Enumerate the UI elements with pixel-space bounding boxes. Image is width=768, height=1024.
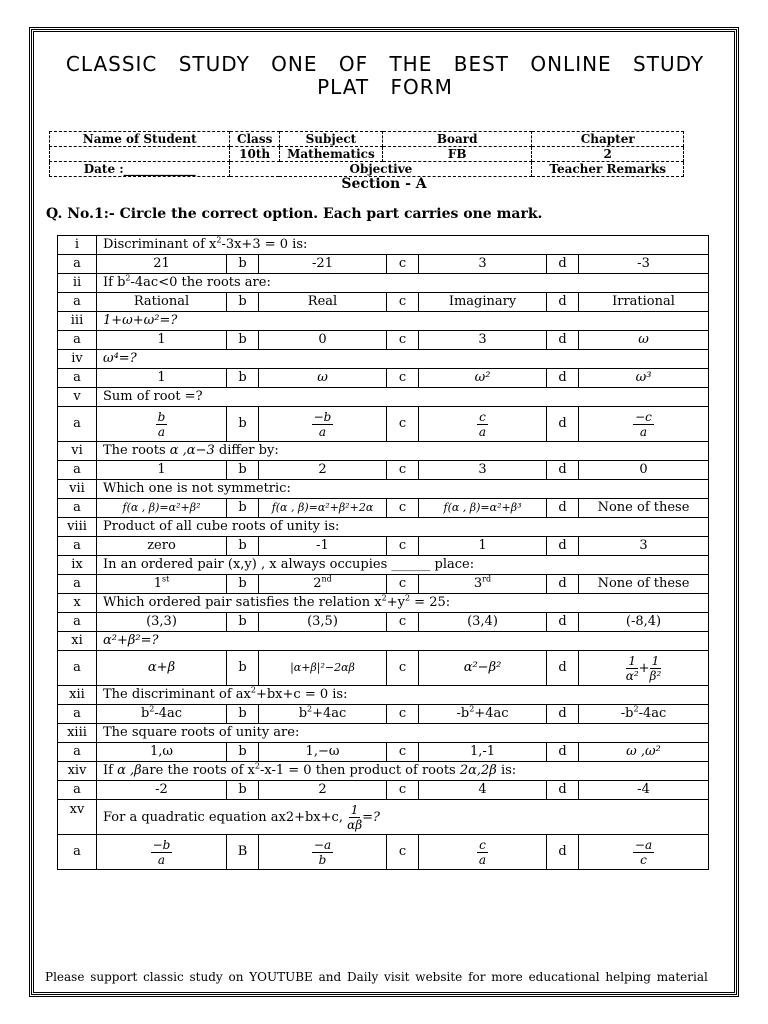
page-title: CLASSIC STUDY ONE OF THE BEST ONLINE STUDY PLAT FORM xyxy=(65,52,705,99)
option-letter-d: d xyxy=(547,461,579,480)
option-b[interactable]: 2nd xyxy=(259,575,387,594)
option-letter-c: c xyxy=(387,743,419,762)
fraction: $\frac{1}{\text{β²}}$ xyxy=(649,653,662,683)
option-c[interactable]: 1,-1 xyxy=(419,743,547,762)
option-b[interactable]: f(α , β)=α²+β²+2α xyxy=(259,499,387,518)
option-b[interactable]: 1,−ω xyxy=(259,743,387,762)
option-a[interactable]: α+β xyxy=(97,651,227,686)
question-row xyxy=(58,236,709,255)
option-letter-d: d xyxy=(547,613,579,632)
option-c[interactable]: Imaginary xyxy=(419,293,547,312)
option-letter-d: d xyxy=(547,575,579,594)
option-letter-a: a xyxy=(58,331,97,350)
question-text: The discriminant of $ax^2+bx+c = 0$ is: xyxy=(97,686,709,705)
option-c[interactable]: (3,4) xyxy=(419,613,547,632)
option-a[interactable]: -2 xyxy=(97,781,227,800)
option-a[interactable]: f(α , β)=α²+β² xyxy=(97,499,227,518)
option-c[interactable]: 3 xyxy=(419,461,547,480)
option-letter-b: b xyxy=(227,575,259,594)
question-row xyxy=(58,686,709,705)
option-letter-c: c xyxy=(387,255,419,274)
option-letter-a: a xyxy=(58,293,97,312)
option-letter-c: c xyxy=(387,613,419,632)
option-letter-a: a xyxy=(58,369,97,388)
fraction: $\frac{b}{a}$ xyxy=(157,409,166,439)
section-heading: Section - A xyxy=(341,176,427,192)
question-number: i xyxy=(58,236,97,255)
question-text: If $b^2-4ac<0$ the roots are: xyxy=(97,274,709,293)
option-b[interactable]: 2 xyxy=(259,461,387,480)
question-row xyxy=(58,350,709,369)
option-letter-a: a xyxy=(58,575,97,594)
question-text: If α ,βare the roots of $x^2-x-1 = 0$ then product of roots 2α,2β is: xyxy=(97,762,709,781)
question-row xyxy=(58,442,709,461)
option-letter-a: a xyxy=(58,705,97,724)
question-number: v xyxy=(58,388,97,407)
fraction: $\frac{-c}{a}$ xyxy=(635,409,652,439)
option-letter-b: b xyxy=(227,369,259,388)
option-a[interactable]: 21 xyxy=(97,255,227,274)
question-text: α²+β²=? xyxy=(97,632,709,651)
question-row xyxy=(58,762,709,781)
option-b[interactable]: 0 xyxy=(259,331,387,350)
fraction: $\frac{-b}{a}$ xyxy=(313,409,332,439)
question-number: vi xyxy=(58,442,97,461)
question-row xyxy=(58,724,709,743)
options-row xyxy=(58,705,709,724)
option-letter-d: d xyxy=(547,781,579,800)
option-letter-d: d xyxy=(547,743,579,762)
options-row xyxy=(58,369,709,388)
option-letter-c: c xyxy=(387,461,419,480)
option-a[interactable]: 1 xyxy=(97,331,227,350)
option-d[interactable]: -4 xyxy=(579,781,709,800)
question-row xyxy=(58,274,709,293)
option-b[interactable]: Real xyxy=(259,293,387,312)
question-row xyxy=(58,518,709,537)
question-number: x xyxy=(58,594,97,613)
option-letter-d: d xyxy=(547,255,579,274)
option-letter-c: c xyxy=(387,835,419,870)
option-letter-c: c xyxy=(387,407,419,442)
option-c[interactable] xyxy=(419,407,547,442)
option-letter-b: b xyxy=(227,743,259,762)
fraction: $\frac{-b}{a}$ xyxy=(152,837,171,867)
fraction: $\frac{1}{\alpha\beta}$ xyxy=(347,802,363,832)
option-letter-a: a xyxy=(58,255,97,274)
options-row xyxy=(58,407,709,442)
options-row xyxy=(58,651,709,686)
option-a[interactable] xyxy=(97,407,227,442)
question-row xyxy=(58,556,709,575)
option-letter-b: b xyxy=(227,499,259,518)
option-letter-d: d xyxy=(547,407,579,442)
option-d[interactable]: None of these xyxy=(579,575,709,594)
option-letter-d: d xyxy=(547,369,579,388)
student-info-table xyxy=(49,131,684,177)
option-d[interactable]: -3 xyxy=(579,255,709,274)
question-row xyxy=(58,388,709,407)
options-row xyxy=(58,613,709,632)
options-row xyxy=(58,575,709,594)
option-c[interactable]: 3rd xyxy=(419,575,547,594)
option-c[interactable]: 3 xyxy=(419,255,547,274)
option-c[interactable]: ω² xyxy=(419,369,547,388)
option-letter-a: a xyxy=(58,499,97,518)
option-c[interactable]: α²−β² xyxy=(419,651,547,686)
chapter-value: 2 xyxy=(532,147,684,162)
option-letter-a: a xyxy=(58,743,97,762)
objective-label: Objective xyxy=(230,162,532,177)
question-text: Which ordered pair satisfies the relation $x^2+y^2 = 25$: xyxy=(97,594,709,613)
question-text: Product of all cube roots of unity is: xyxy=(97,518,709,537)
question-number: xiii xyxy=(58,724,97,743)
option-letter-b: b xyxy=(227,331,259,350)
options-row xyxy=(58,835,709,870)
option-d[interactable]: ω³ xyxy=(579,369,709,388)
option-letter-c: c xyxy=(387,331,419,350)
option-letter-b: b xyxy=(227,537,259,556)
question-text: For a quadratic equation ax2+bx+c, $\frac{1}{\alpha\beta}$ =? xyxy=(97,800,709,835)
option-a[interactable] xyxy=(97,835,227,870)
option-a[interactable]: 1 xyxy=(97,369,227,388)
option-letter-c: c xyxy=(387,705,419,724)
board-value: FB xyxy=(382,147,531,162)
option-a[interactable]: 1st xyxy=(97,575,227,594)
question-text: The roots α ,α−3 differ by: xyxy=(97,442,709,461)
option-letter-c: c xyxy=(387,537,419,556)
option-c[interactable]: 1 xyxy=(419,537,547,556)
option-a[interactable]: zero xyxy=(97,537,227,556)
options-row xyxy=(58,781,709,800)
option-letter-d: d xyxy=(547,499,579,518)
fraction: $\frac{-a}{c}$ xyxy=(634,837,653,867)
option-letter-d: d xyxy=(547,651,579,686)
option-letter-a: a xyxy=(58,461,97,480)
header-chapter: Chapter xyxy=(532,132,684,147)
question-number: iv xyxy=(58,350,97,369)
option-letter-d: d xyxy=(547,705,579,724)
option-d[interactable]: $\frac{1}{\text{α²}}$ + $\frac{1}{\text{β²}}$ xyxy=(579,651,709,686)
question-text: The square roots of unity are: xyxy=(97,724,709,743)
question-text: In an ordered pair (x,y) , x always occupies ______ place: xyxy=(97,556,709,575)
option-b[interactable] xyxy=(259,407,387,442)
option-letter-b: b xyxy=(227,651,259,686)
fraction: $\frac{1}{\text{α²}}$ xyxy=(625,653,639,683)
question-number: xv xyxy=(58,800,97,835)
student-name-value[interactable] xyxy=(50,147,230,162)
option-letter-d: d xyxy=(547,331,579,350)
question-row xyxy=(58,800,709,835)
option-b[interactable]: (3,5) xyxy=(259,613,387,632)
option-letter-b: b xyxy=(227,407,259,442)
options-row xyxy=(58,293,709,312)
date-label: Date :____________ xyxy=(50,162,230,177)
option-letter-c: c xyxy=(387,781,419,800)
subject-value: Mathematics xyxy=(279,147,382,162)
option-letter-c: c xyxy=(387,575,419,594)
option-letter-d: d xyxy=(547,835,579,870)
option-c[interactable] xyxy=(419,835,547,870)
option-letter-a: a xyxy=(58,537,97,556)
question-number: ix xyxy=(58,556,97,575)
option-b[interactable]: -21 xyxy=(259,255,387,274)
question-heading: Q. No.1:- Circle the correct option. Each part carries one mark. xyxy=(46,206,543,222)
option-d[interactable]: (-8,4) xyxy=(579,613,709,632)
option-c[interactable]: $-b^2+4ac$ xyxy=(419,705,547,724)
option-letter-b: b xyxy=(227,293,259,312)
question-row xyxy=(58,632,709,651)
option-d[interactable]: 0 xyxy=(579,461,709,480)
option-d[interactable]: $-b^2-4ac$ xyxy=(579,705,709,724)
question-text: Which one is not symmetric: xyxy=(97,480,709,499)
option-c[interactable]: 4 xyxy=(419,781,547,800)
option-letter-c: c xyxy=(387,651,419,686)
option-a[interactable]: 1,ω xyxy=(97,743,227,762)
options-row xyxy=(58,743,709,762)
option-a[interactable]: Rational xyxy=(97,293,227,312)
option-a[interactable]: 1 xyxy=(97,461,227,480)
option-d[interactable] xyxy=(579,835,709,870)
question-text: Sum of root =? xyxy=(97,388,709,407)
option-d[interactable]: 3 xyxy=(579,537,709,556)
option-letter-d: d xyxy=(547,537,579,556)
question-number: xiv xyxy=(58,762,97,781)
option-d[interactable]: None of these xyxy=(579,499,709,518)
question-text: Discriminant of $x^2-3x+3 = 0$ is: xyxy=(97,236,709,255)
mcq-table xyxy=(57,235,709,870)
option-letter-b: B xyxy=(227,835,259,870)
options-row xyxy=(58,499,709,518)
option-b[interactable]: $b^2+4ac$ xyxy=(259,705,387,724)
option-letter-c: c xyxy=(387,499,419,518)
options-row xyxy=(58,461,709,480)
option-letter-b: b xyxy=(227,613,259,632)
question-text: ω⁴=? xyxy=(97,350,709,369)
option-b[interactable]: -1 xyxy=(259,537,387,556)
question-number: viii xyxy=(58,518,97,537)
option-letter-a: a xyxy=(58,781,97,800)
header-name-of-student: Name of Student xyxy=(50,132,230,147)
option-letter-c: c xyxy=(387,293,419,312)
question-number: xii xyxy=(58,686,97,705)
question-row xyxy=(58,312,709,331)
option-b[interactable]: |α+β|²−2αβ xyxy=(259,651,387,686)
option-letter-b: b xyxy=(227,705,259,724)
option-letter-b: b xyxy=(227,255,259,274)
footer-note: Please support classic study on YOUTUBE and Daily visit website for more educational helping material xyxy=(45,970,708,984)
fraction: $\frac{c}{a}$ xyxy=(478,409,487,439)
question-text: 1+ω+ω²=? xyxy=(97,312,709,331)
option-letter-b: b xyxy=(227,781,259,800)
options-row xyxy=(58,331,709,350)
class-value: 10th xyxy=(230,147,279,162)
question-number: vii xyxy=(58,480,97,499)
option-letter-c: c xyxy=(387,369,419,388)
option-d[interactable]: ω xyxy=(579,331,709,350)
option-b[interactable]: ω xyxy=(259,369,387,388)
option-c[interactable]: f(α , β)=α²+β³ xyxy=(419,499,547,518)
option-a[interactable]: $b^2-4ac$ xyxy=(97,705,227,724)
question-number: iii xyxy=(58,312,97,331)
option-c[interactable]: 3 xyxy=(419,331,547,350)
options-row xyxy=(58,537,709,556)
option-letter-b: b xyxy=(227,461,259,480)
teacher-remarks-label: Teacher Remarks xyxy=(532,162,684,177)
question-row xyxy=(58,480,709,499)
fraction: $\frac{-a}{b}$ xyxy=(313,837,332,867)
header-subject: Subject xyxy=(279,132,382,147)
question-number: ii xyxy=(58,274,97,293)
option-d[interactable] xyxy=(579,407,709,442)
option-letter-a: a xyxy=(58,407,97,442)
option-a[interactable]: (3,3) xyxy=(97,613,227,632)
option-letter-a: a xyxy=(58,835,97,870)
question-row xyxy=(58,594,709,613)
fraction: $\frac{c}{a}$ xyxy=(478,837,487,867)
header-class: Class xyxy=(230,132,279,147)
question-number: xi xyxy=(58,632,97,651)
header-board: Board xyxy=(382,132,531,147)
option-letter-a: a xyxy=(58,651,97,686)
option-d[interactable]: ω ,ω² xyxy=(579,743,709,762)
option-b[interactable]: 2 xyxy=(259,781,387,800)
option-d[interactable]: Irrational xyxy=(579,293,709,312)
option-letter-a: a xyxy=(58,613,97,632)
options-row xyxy=(58,255,709,274)
option-b[interactable] xyxy=(259,835,387,870)
option-letter-d: d xyxy=(547,293,579,312)
